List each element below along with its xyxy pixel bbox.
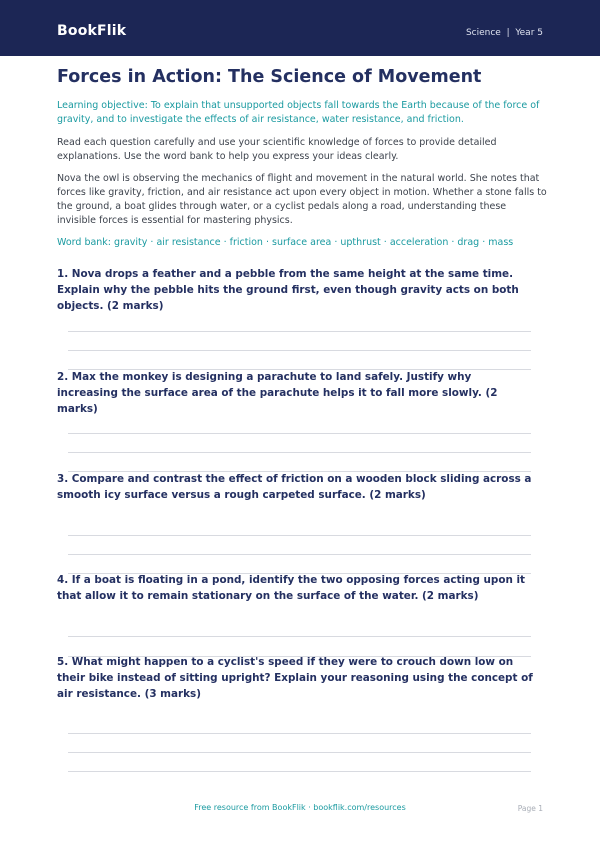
word-bank: Word bank: gravity · air resistance · friction · surface area · upthrust · acceleration · drag · mass — [57, 237, 514, 248]
instructions-paragraph: Read each question carefully and use your scientific knowledge of forces to provide detailed explanations. Use the word bank to help you express your ideas clearly. — [57, 137, 497, 162]
question-1: 1. Nova drops a feather and a pebble from the same height at the same time. Explain why the pebble hits the ground first, even though gravity acts on both objects. (2 marks) — [57, 268, 519, 312]
page-number: Page 1 — [517, 804, 543, 813]
question-5: 5. What might happen to a cyclist's speed if they were to crouch down low on their bike instead of sitting upright? Explain your reasoning using the concept of air resistance. (3 marks) — [57, 656, 533, 700]
answer-line[interactable] — [68, 636, 531, 637]
subject-label: Science — [465, 28, 501, 38]
intro-paragraph: Nova the owl is observing the mechanics of flight and movement in the natural world. She notes that forces like gravity, friction, and air resistance act upon every object in motion. Whether a stone falls to the ground, a boat glides through water, or a cyclist pedals along a road, understanding these invisible forces is essential for mastering physics. — [57, 173, 547, 226]
answer-line[interactable] — [68, 771, 531, 772]
footer-resource-link[interactable]: Free resource from BookFlik · bookflik.com/resources — [194, 803, 406, 812]
answer-line[interactable] — [68, 733, 531, 734]
question-2: 2. Max the monkey is designing a parachute to land safely. Justify why increasing the surface area of the parachute helps it to fall more slowly. (2 marks) — [57, 371, 498, 415]
subject-year-label — [466, 28, 543, 38]
question-4: 4. If a boat is floating in a pond, identify the two opposing forces acting upon it that allow it to remain stationary on the surface of the water. (2 marks) — [57, 574, 526, 602]
answer-line[interactable] — [68, 554, 531, 555]
answer-line[interactable] — [68, 331, 531, 332]
answer-line[interactable] — [68, 452, 531, 453]
answer-line[interactable] — [68, 350, 531, 351]
meta-separator: | — [506, 28, 510, 38]
answer-line[interactable] — [68, 433, 531, 434]
page-header — [0, 0, 600, 56]
year-label: Year 5 — [515, 28, 543, 38]
page-title: Forces in Action: The Science of Movement — [57, 67, 482, 87]
answer-line[interactable] — [68, 752, 531, 753]
learning-objective: Learning objective: To explain that unsupported objects fall towards the Earth because of the force of gravity, and to investigate the effects of air resistance, water resistance, and friction. — [57, 100, 540, 125]
brand-logo-text: BookFlik — [57, 23, 127, 39]
question-3: 3. Compare and contrast the effect of friction on a wooden block sliding across a smooth icy surface versus a rough carpeted surface. (2 marks) — [57, 473, 532, 501]
answer-line[interactable] — [68, 535, 531, 536]
